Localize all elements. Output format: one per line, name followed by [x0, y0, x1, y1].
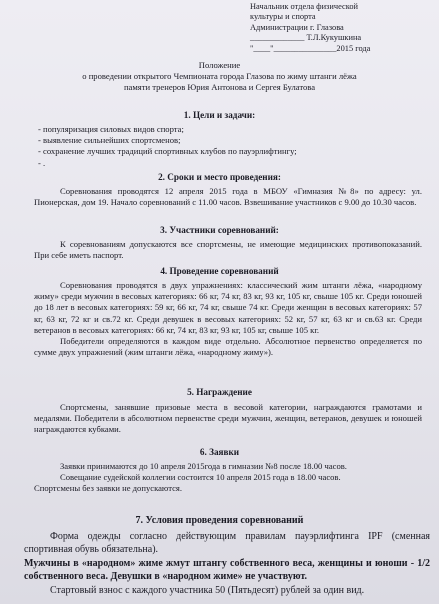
section-5-text	[34, 402, 422, 436]
section-5-heading: 5. Награждение	[187, 387, 252, 397]
paragraph: Победители определяются в каждом виде отдельно. Абсолютное первенство определяется по сумме двух упражнений (жим штанги лёжа, «народному жиму»).	[34, 336, 422, 358]
section-2-text	[34, 186, 422, 208]
paragraph: Спортсмены, занявшие призовые места в весовой категории, награждаются грамотами и медалями. Победители в абсолютном первенстве среди мужчин, женщин, ветеранов, девушек и юношей награждаются кубками.	[34, 402, 422, 435]
paragraph: Соревнования проводятся в двух упражнениях: классический жим штанги лёжа, «народному жиму» среди мужчин в весовых категориях: 66 кг, 74 кг, 83 кг, 93 кг, 105 кг, свыше 105 кг. Среди юношей до 18 лет в весовых категориях: 59 кг, 66 кг, 74 кг, свыше 74 кг. Среди женщин в весовых категориях: 57 кг, 63 кг, 72 кг и св.72 кг. Среди девушек в весовых категориях: 52 кг, 57 кг, 63 кг и св.63 кг. Среди ветеранов в весовых категориях: 66 кг, 74 кг, 83 кг, 93 кг, 105 кг, свыше 105 кг.	[34, 280, 422, 335]
section-7-heading: 7. Условия проведения соревнований	[135, 515, 304, 526]
list-item: - сохранение лучших традиций спортивных клубов по пауэрлифтингу;	[38, 146, 297, 157]
goals-list	[38, 124, 426, 169]
paragraph: Форма одежды согласно действующим правилам пауэрлифтинга IPF (сменная спортивная обувь обязательна).	[24, 531, 430, 556]
section-7-text	[24, 530, 430, 597]
section-6-text	[34, 461, 422, 495]
paragraph: Стартовый взнос с каждого участника 50 (Пятьдесят) рублей за один вид.	[50, 584, 365, 596]
section-6-heading: 6. Заявки	[199, 447, 240, 457]
title-line: памяти тренеров Юрия Антонова и Сергея Булатова	[123, 82, 316, 92]
approval-block	[250, 2, 430, 54]
section-4-text	[34, 280, 422, 358]
paragraph: Спортсмены без заявки не допускаются.	[34, 483, 183, 494]
list-item: - популяризация силовых видов спорта;	[38, 124, 184, 134]
section-3-heading: 3. Участники соревнований:	[160, 225, 279, 235]
paragraph: К соревнованиям допускаются все спортсмены, не имеющие медицинских противопоказаний. При себе иметь паспорт.	[34, 239, 422, 261]
paragraph: Заявки принимаются до 10 апреля 2015года в гимназии №8 после 18.00 часов.	[60, 461, 347, 471]
document-title	[0, 60, 439, 93]
section-4-heading: 4. Проведение соревнований	[160, 266, 279, 276]
paragraph: Соревнования проводятся 12 апреля 2015 года в МБОУ «Гимназия №8» по адресу: ул. Пионерская, дом 19. Начало соревнований с 11.00 часов. Взвешивание участников с 9.00 до 10.30 часов.	[34, 186, 422, 208]
list-item: - выявление сильнейших спортсменов;	[38, 135, 181, 146]
approval-line: Начальник отдела физической	[250, 2, 359, 11]
section-3-text	[34, 239, 422, 261]
approval-date-line: "____"_______________2015 года	[250, 43, 371, 53]
title-line: Положение	[198, 60, 241, 70]
approval-line: культуры и спорта	[250, 12, 316, 22]
paragraph-bold: Мужчины в «народном» жиме жмут штангу собственного веса, женщины и юноши - 1/2 собственного веса. Девушки в «народном жиме» не участвуют.	[24, 557, 430, 583]
paragraph: Совещание судейской коллегии состоится 10 апреля 2015 года в 18.00 часов.	[60, 472, 341, 483]
title-line: о проведении открытого Чемпионата города Глазова по жиму штанги лёжа	[82, 71, 357, 81]
approval-line: Администрации г. Глазова	[250, 22, 344, 32]
list-item: - .	[38, 157, 46, 168]
section-2-heading: 2. Сроки и место проведения:	[158, 172, 281, 182]
approval-signature-line: _____________ Т.Л.Кукушкина	[250, 33, 362, 43]
section-1-heading: 1. Цели и задачи:	[183, 110, 256, 120]
